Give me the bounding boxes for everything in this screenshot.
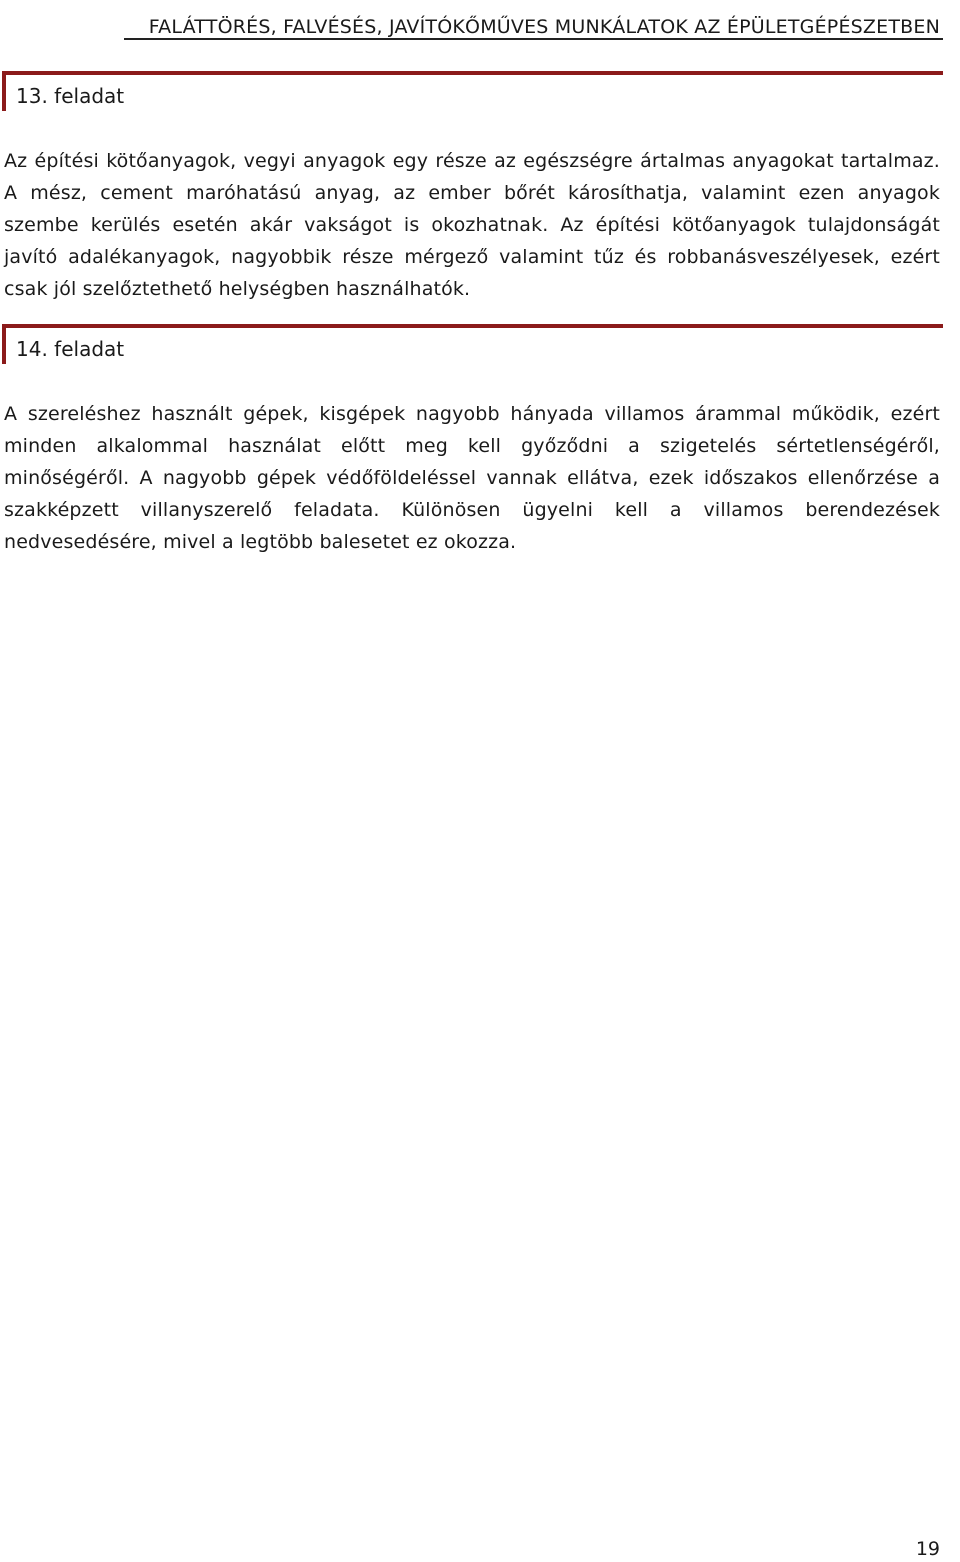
header-rule [124, 38, 943, 40]
section-14 [0, 324, 943, 558]
section-heading-frame [2, 71, 943, 111]
page-number: 19 [915, 1538, 940, 1560]
section-body-text: Az építési kötőanyagok, vegyi anyagok egy része az egészségre ártalmas anyagokat tartalmaz. A mész, cement maróhatású anyag, az ember bőrét károsíthatja, valamint ezen anyagok szembe kerülés esetén akár vakságot is okozhatnak. Az építési kötőanyagok tulajdonságát javító adalékanyagok, nagyobbik része mérgező valamint tűz és robbanásveszélyesek, ezért csak jól szelőztethető helységben használhatók. [4, 150, 940, 300]
running-header-title: FALÁTTÖRÉS, FALVÉSÉS, JAVÍTÓKŐMŰVES MUNKÁLATOK AZ ÉPÜLETGÉPÉSZETBEN [148, 16, 940, 38]
section-heading-frame [2, 324, 943, 364]
section-title: 14. feladat [16, 337, 125, 361]
section-body-text: A szereléshez használt gépek, kisgépek nagyobb hányada villamos árammal működik, ezért minden alkalommal használat előtt meg kell győződni a szigetelés sértetlenségéről, minőségéről. A nagyobb gépek védőföldeléssel vannak ellátva, ezek időszakos ellenőrzése a szakképzett villanyszerelő feladata. Különösen ügyelni kell a villamos berendezések nedvesedésére, mivel a legtöbb balesetet ez okozza. [4, 403, 940, 553]
section-title: 13. feladat [16, 84, 125, 108]
section-13 [0, 71, 943, 305]
